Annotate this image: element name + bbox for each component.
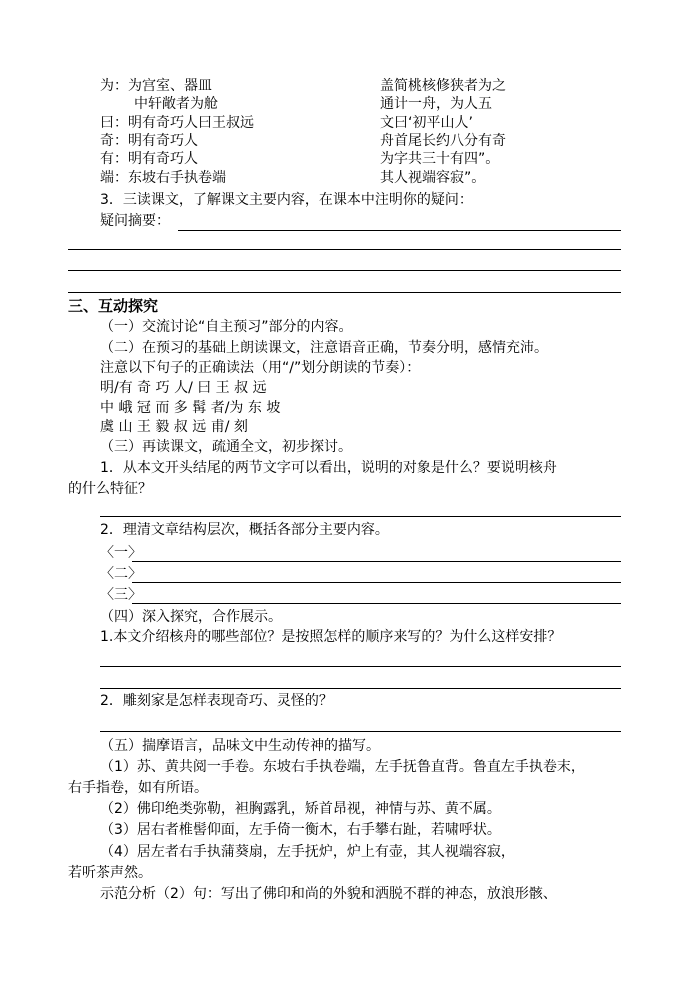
- example-4: （4）居左者右手执蒲葵扇，左手抚炉，炉上有壶，其人视端容寂，: [100, 844, 515, 860]
- answer-line[interactable]: [100, 666, 621, 667]
- paragraph: （四）深入探究，合作展示。: [100, 609, 282, 625]
- table-left-4: 奇：明有奇巧人: [100, 133, 198, 149]
- question-3: 3．三读课文，了解课文主要内容，在课本中注明你的疑问：: [100, 192, 473, 208]
- summary-label: 疑问摘要：: [100, 213, 170, 229]
- question-2: 2．理清文章结构层次，概括各部分主要内容。: [100, 522, 389, 538]
- example-1-cont: 右手指卷，如有所语。: [68, 780, 208, 796]
- question-5: 2．雕刻家是怎样表现奇巧、灵怪的？: [100, 693, 333, 709]
- answer-line[interactable]: [68, 292, 621, 293]
- part-label-3: 〈三〉: [100, 587, 142, 603]
- example-4-cont: 若听茶声然。: [68, 865, 152, 881]
- question-1: 1．从本文开头结尾的两节文字可以看出，说明的对象是什么？要说明核舟: [100, 460, 557, 476]
- table-left-3: 曰：明有奇巧人曰王叔远: [100, 115, 254, 131]
- section-title: 三、互动探究: [68, 297, 159, 315]
- table-right-6: 其人视端容寂”。: [380, 170, 486, 186]
- table-left-1: 为：为宫室、器皿: [100, 78, 212, 94]
- example-1: （1）苏、黄共阅一手卷。东坡右手执卷端，左手抚鲁直背。鲁直左手执卷末，: [100, 759, 585, 775]
- paragraph: （二）在预习的基础上朗读课文，注意语音正确，节奏分明，感情充沛。: [100, 340, 548, 356]
- answer-line[interactable]: [132, 603, 621, 604]
- answer-line[interactable]: [68, 249, 621, 250]
- answer-line[interactable]: [100, 516, 621, 517]
- question-1-cont: 的什么特征？: [68, 481, 152, 497]
- table-left-5: 有：明有奇巧人: [100, 151, 198, 167]
- paragraph: （三）再读课文，疏通全文，初步探讨。: [100, 439, 352, 455]
- part-label-2: 〈二〉: [100, 566, 142, 582]
- example-3: （3）居右者椎髻仰面，左手倚一衡木，右手攀右趾，若啸呼状。: [100, 822, 501, 838]
- answer-line[interactable]: [178, 230, 621, 231]
- table-left-2: 中轩敞者为舱: [134, 96, 218, 112]
- paragraph: 注意以下句子的正确读法（用“/”划分朗读的节奏）：: [100, 360, 421, 376]
- reading-line-1: 明/有 奇 巧 人/ 曰 王 叔 远: [100, 380, 267, 396]
- table-left-6: 端：东坡右手执卷端: [100, 170, 226, 186]
- reading-line-2: 中 峨 冠 而 多 髯 者/为 东 坡: [100, 400, 281, 416]
- answer-line[interactable]: [132, 561, 621, 562]
- table-right-4: 舟首尾长约八分有奇: [380, 133, 506, 149]
- answer-line[interactable]: [132, 582, 621, 583]
- table-right-1: 盖简桃核修狭者为之: [380, 78, 506, 94]
- answer-line[interactable]: [68, 270, 621, 271]
- example-2: （2）佛印绝类弥勒，袒胸露乳，矫首昂视，神情与苏、黄不属。: [100, 801, 501, 817]
- question-4: 1.本文介绍核舟的哪些部位？是按照怎样的顺序来写的？为什么这样安排？: [100, 629, 562, 645]
- answer-line[interactable]: [100, 688, 621, 689]
- demo-analysis: 示范分析（2）句：写出了佛印和尚的外貌和洒脱不群的神态，放浪形骸、: [100, 886, 557, 902]
- part-label-1: 〈一〉: [100, 545, 142, 561]
- paragraph: （一）交流讨论“自主预习”部分的内容。: [100, 319, 353, 335]
- paragraph: （五）揣摩语言，品味文中生动传神的描写。: [100, 738, 380, 754]
- table-right-3: 文曰‘初平山人’: [380, 115, 473, 131]
- table-right-5: 为字共三十有四”。: [380, 151, 500, 167]
- answer-line[interactable]: [100, 731, 621, 732]
- reading-line-3: 虞 山 王 毅 叔 远 甫/ 刻: [100, 419, 248, 435]
- table-right-2: 通计一舟，为人五: [380, 96, 492, 112]
